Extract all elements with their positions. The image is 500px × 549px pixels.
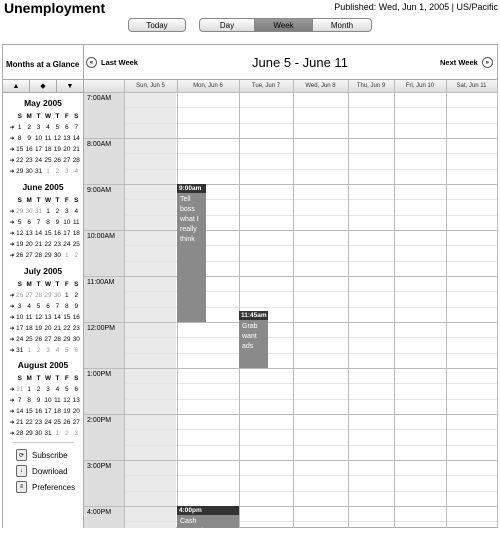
weekday-header: F	[64, 197, 69, 204]
mini-day[interactable]: 16	[72, 314, 80, 321]
mini-day[interactable]: 2	[65, 430, 69, 437]
weekday-header: W	[44, 281, 51, 288]
weekday-header: S	[74, 113, 79, 120]
day-column-line	[446, 80, 447, 528]
day-column-line	[348, 80, 349, 528]
mini-day[interactable]: 30	[25, 168, 33, 175]
mini-day[interactable]: 29	[44, 252, 52, 259]
mini-day[interactable]: 26	[63, 419, 71, 426]
hour-line	[84, 92, 497, 93]
week-arrow-icon[interactable]: ➜	[9, 348, 15, 354]
day-header[interactable]: Tue, Jun 7	[251, 83, 281, 89]
mini-day[interactable]: 29	[44, 292, 52, 299]
mini-day[interactable]: 16	[35, 408, 43, 415]
mini-day[interactable]: 31	[35, 168, 43, 175]
time-label: 2:00PM	[87, 417, 112, 424]
mini-day[interactable]: 19	[35, 325, 43, 332]
weekday-header: M	[26, 113, 32, 120]
mini-month-title: May 2005	[24, 98, 62, 108]
hour-line	[84, 506, 497, 507]
time-label: 11:00AM	[87, 279, 115, 286]
subscribe-label: Subscribe	[32, 450, 68, 460]
mini-day[interactable]: 11	[44, 135, 52, 142]
mini-day[interactable]: 31	[44, 430, 52, 437]
mini-day[interactable]: 25	[53, 419, 61, 426]
mini-day[interactable]: 3	[17, 303, 22, 310]
mini-day[interactable]: 30	[53, 252, 61, 259]
mini-day[interactable]: 15	[44, 230, 52, 237]
mini-day[interactable]: 12	[63, 397, 71, 404]
mini-day[interactable]: 27	[63, 157, 71, 164]
minor-line	[124, 169, 497, 170]
day-header[interactable]: Thu, Jun 9	[356, 83, 386, 89]
week-arrow-icon[interactable]: ➜	[9, 220, 15, 226]
time-label: 1:00PM	[87, 371, 112, 378]
subscribe-icon: ⟳	[16, 449, 27, 461]
weekday-header: T	[36, 375, 41, 382]
mini-day[interactable]: 28	[16, 430, 24, 437]
mini-day[interactable]: 2	[36, 347, 41, 354]
time-label: 8:00AM	[87, 141, 112, 148]
mini-day[interactable]: 2	[36, 386, 41, 393]
event-time: 9:00am	[177, 184, 206, 193]
mini-day[interactable]: 30	[72, 336, 80, 343]
mini-day[interactable]: 4	[46, 124, 50, 131]
mini-day[interactable]: 23	[72, 325, 80, 332]
weekday-header: S	[17, 113, 22, 120]
mini-day[interactable]: 30	[35, 430, 43, 437]
mini-day[interactable]: 22	[16, 157, 24, 164]
mini-day[interactable]: 10	[35, 135, 43, 142]
weekday-header: T	[36, 197, 41, 204]
week-arrow-icon[interactable]: ➜	[9, 147, 15, 153]
mini-day[interactable]: 31	[16, 386, 24, 393]
mini-day[interactable]: 9	[36, 397, 41, 404]
mini-day[interactable]: 12	[16, 230, 24, 237]
mini-day[interactable]: 1	[65, 252, 69, 259]
current-month-button[interactable]: ◆	[30, 80, 57, 92]
mini-day[interactable]: 29	[16, 208, 24, 215]
hour-line	[84, 276, 497, 277]
mini-day[interactable]: 7	[74, 124, 79, 131]
day-column-line	[394, 80, 395, 528]
mini-day[interactable]: 15	[16, 146, 24, 153]
mini-day[interactable]: 27	[44, 336, 52, 343]
mini-day[interactable]: 4	[74, 208, 79, 215]
mini-day[interactable]: 29	[63, 336, 71, 343]
weekday-header: M	[26, 281, 32, 288]
mini-day[interactable]: 5	[55, 124, 60, 131]
mini-day[interactable]: 6	[46, 303, 50, 310]
minor-line	[124, 491, 497, 492]
mini-day[interactable]: 8	[27, 397, 31, 404]
weekday-header: W	[44, 113, 51, 120]
mini-day[interactable]: 26	[16, 252, 24, 259]
minor-line	[124, 153, 497, 154]
week-arrow-icon[interactable]: ➜	[9, 420, 15, 426]
week-arrow-icon[interactable]: ➜	[9, 209, 15, 215]
mini-day[interactable]: 25	[44, 157, 52, 164]
weekday-header: S	[17, 197, 22, 204]
mini-day[interactable]: 26	[35, 336, 43, 343]
mini-day[interactable]: 22	[63, 325, 71, 332]
back-arrows-icon: «	[86, 57, 97, 68]
week-arrow-icon[interactable]: ➜	[9, 231, 15, 237]
mini-day[interactable]: 8	[65, 303, 69, 310]
mini-day[interactable]: 3	[65, 208, 69, 215]
day-header[interactable]: Sun, Jun 5	[136, 83, 165, 89]
mini-day[interactable]: 19	[16, 241, 24, 248]
mini-day[interactable]: 3	[46, 347, 50, 354]
calendar-event[interactable]	[239, 311, 268, 369]
mini-day[interactable]: 3	[65, 168, 69, 175]
mini-day[interactable]: 27	[25, 292, 33, 299]
mini-day[interactable]: 14	[72, 135, 80, 142]
mini-day[interactable]: 12	[35, 314, 43, 321]
weekday-header: F	[64, 375, 69, 382]
weekday-header: T	[36, 113, 41, 120]
mini-day[interactable]: 3	[46, 386, 50, 393]
time-label: 12:00PM	[87, 325, 116, 332]
minor-line	[124, 475, 497, 476]
mini-month-calendar	[9, 279, 81, 356]
weekday-header: S	[17, 375, 22, 382]
mini-day[interactable]: 1	[27, 386, 31, 393]
download-icon: ↓	[16, 465, 27, 477]
week-arrow-icon[interactable]: ➜	[9, 169, 15, 175]
next-week-link[interactable]	[440, 57, 493, 68]
minor-line	[124, 429, 497, 430]
mini-day[interactable]: 25	[72, 241, 80, 248]
mini-day[interactable]: 17	[35, 146, 43, 153]
mini-day[interactable]: 24	[16, 336, 24, 343]
mini-day[interactable]: 27	[72, 419, 80, 426]
week-arrow-icon[interactable]: ➜	[9, 387, 15, 393]
sunday-column	[124, 92, 176, 528]
hour-line	[84, 368, 497, 369]
mini-day[interactable]: 16	[25, 146, 33, 153]
mini-day[interactable]: 1	[65, 292, 69, 299]
mini-day[interactable]: 1	[17, 124, 22, 131]
week-arrow-icon[interactable]: ➜	[9, 409, 15, 415]
mini-day[interactable]: 5	[17, 219, 22, 226]
weekday-header: S	[74, 197, 79, 204]
mini-day[interactable]: 17	[63, 230, 71, 237]
mini-day[interactable]: 9	[74, 303, 79, 310]
mini-day[interactable]: 7	[17, 397, 22, 404]
mini-day[interactable]: 27	[25, 252, 33, 259]
mini-day[interactable]: 1	[27, 347, 31, 354]
mini-day[interactable]: 1	[46, 208, 50, 215]
mini-day[interactable]: 4	[55, 347, 60, 354]
mini-day[interactable]: 28	[53, 336, 61, 343]
mini-day[interactable]: 9	[55, 219, 60, 226]
mini-day[interactable]: 4	[55, 386, 60, 393]
mini-day[interactable]: 9	[27, 135, 31, 142]
mini-day[interactable]: 16	[53, 230, 61, 237]
weekday-header: T	[55, 375, 60, 382]
day-header[interactable]: Fri, Jun 10	[405, 83, 435, 89]
mini-day[interactable]: 1	[55, 430, 60, 437]
day-column-line	[124, 80, 125, 528]
mini-day[interactable]: 6	[74, 386, 79, 393]
mini-day[interactable]: 21	[16, 419, 24, 426]
minor-line	[124, 337, 497, 338]
app-title: Unemployment	[4, 0, 106, 16]
mini-day[interactable]: 20	[25, 241, 33, 248]
mini-day[interactable]: 26	[53, 157, 61, 164]
weekday-header: T	[55, 113, 60, 120]
mini-month-calendar	[9, 373, 81, 439]
mini-day[interactable]: 24	[44, 419, 52, 426]
week-arrow-icon[interactable]: ➜	[9, 136, 15, 142]
subscribe-link[interactable]	[16, 449, 68, 461]
previous-month-button[interactable]: ▲	[3, 80, 30, 92]
mini-day[interactable]: 23	[35, 419, 43, 426]
mini-day[interactable]: 7	[55, 303, 60, 310]
next-week-label: Next Week	[440, 58, 478, 67]
week-view-button[interactable]: Week	[255, 18, 312, 32]
week-arrow-icon[interactable]: ➜	[9, 125, 15, 131]
mini-day[interactable]: 6	[65, 124, 69, 131]
mini-month-title: July 2005	[23, 266, 63, 276]
minor-line	[124, 445, 497, 446]
mini-day[interactable]: 20	[63, 146, 71, 153]
weekday-header: F	[64, 281, 69, 288]
day-column-line	[239, 80, 240, 528]
hour-line	[84, 322, 497, 323]
mini-day[interactable]: 28	[35, 252, 43, 259]
week-arrow-icon[interactable]: ➜	[9, 242, 15, 248]
mini-day[interactable]: 31	[16, 347, 24, 354]
mini-day[interactable]: 6	[74, 347, 79, 354]
mini-day[interactable]: 10	[44, 397, 52, 404]
today-button[interactable]: Today	[128, 18, 186, 32]
weekday-header: F	[64, 113, 69, 120]
week-range-title: June 5 - June 11	[252, 55, 348, 70]
mini-month-calendar	[9, 111, 81, 177]
last-week-link[interactable]	[86, 57, 138, 68]
month-view-button[interactable]: Month	[312, 18, 372, 32]
mini-day[interactable]: 5	[65, 347, 69, 354]
mini-day[interactable]: 14	[16, 408, 24, 415]
mini-day[interactable]: 4	[27, 303, 31, 310]
mini-day[interactable]: 15	[25, 408, 33, 415]
minor-line	[124, 123, 497, 124]
week-arrow-icon[interactable]: ➜	[9, 158, 15, 164]
weekday-header: S	[74, 375, 79, 382]
weekday-header: M	[26, 375, 32, 382]
mini-day[interactable]: 2	[55, 168, 60, 175]
minor-line	[124, 353, 497, 354]
mini-day[interactable]: 8	[46, 219, 50, 226]
week-arrow-icon[interactable]: ➜	[9, 293, 15, 299]
day-header[interactable]: Mon, Jun 6	[193, 83, 223, 89]
mini-day[interactable]: 23	[25, 157, 33, 164]
mini-day[interactable]: 6	[27, 219, 31, 226]
time-label: 9:00AM	[87, 187, 112, 194]
week-arrow-icon[interactable]: ➜	[9, 315, 15, 321]
mini-day[interactable]: 13	[72, 397, 80, 404]
mini-day[interactable]: 5	[36, 303, 41, 310]
day-column-line	[497, 80, 498, 528]
mini-day[interactable]: 22	[25, 419, 33, 426]
mini-day[interactable]: 1	[46, 168, 50, 175]
mini-day[interactable]: 20	[72, 408, 80, 415]
preferences-icon: ≡	[16, 481, 27, 493]
week-arrow-icon[interactable]: ➜	[9, 337, 15, 343]
time-label: 4:00PM	[87, 509, 112, 516]
mini-day[interactable]: 19	[63, 408, 71, 415]
minor-line	[124, 399, 497, 400]
mini-day[interactable]: 12	[53, 135, 61, 142]
mini-day[interactable]: 11	[72, 219, 80, 226]
time-label: 7:00AM	[87, 95, 112, 102]
day-column-line	[293, 80, 294, 528]
mini-day[interactable]: 29	[16, 168, 24, 175]
weekday-header: T	[55, 197, 60, 204]
mini-day[interactable]: 3	[36, 124, 41, 131]
mini-day[interactable]: 3	[74, 430, 79, 437]
mini-day[interactable]: 18	[25, 325, 33, 332]
event-title: Grab want ads	[242, 322, 258, 350]
preferences-link[interactable]	[16, 481, 75, 493]
mini-month-title: June 2005	[22, 182, 64, 192]
mini-day[interactable]: 21	[72, 146, 80, 153]
mini-day[interactable]: 14	[53, 314, 61, 321]
mini-day[interactable]: 26	[16, 292, 24, 299]
mini-day[interactable]: 14	[35, 230, 43, 237]
event-time: 11:45am	[241, 311, 267, 319]
mini-month-title: August 2005	[17, 360, 69, 370]
mini-day[interactable]: 25	[25, 336, 33, 343]
mini-day[interactable]: 8	[17, 135, 22, 142]
mini-day[interactable]: 18	[44, 146, 52, 153]
mini-day[interactable]: 10	[63, 219, 71, 226]
mini-month-calendar	[9, 195, 81, 261]
week-arrow-icon[interactable]: ➜	[9, 398, 15, 404]
mini-day[interactable]: 17	[44, 408, 52, 415]
mini-day[interactable]: 7	[36, 219, 41, 226]
weekday-header: S	[74, 281, 79, 288]
mini-day[interactable]: 30	[53, 292, 61, 299]
mini-day[interactable]: 23	[53, 241, 61, 248]
download-label: Download	[32, 466, 68, 476]
weekday-header: T	[55, 281, 60, 288]
week-arrow-icon[interactable]: ➜	[9, 304, 15, 310]
weekday-header: S	[17, 281, 22, 288]
mini-day[interactable]: 21	[53, 325, 61, 332]
forward-arrows-icon: »	[482, 57, 493, 68]
hour-line	[84, 230, 497, 231]
weekday-header: W	[44, 375, 51, 382]
mini-month-nav	[3, 79, 83, 93]
calendar-event[interactable]	[177, 184, 206, 322]
mini-day[interactable]: 19	[53, 146, 61, 153]
mini-day[interactable]: 11	[54, 397, 61, 404]
day-view-button[interactable]: Day	[199, 18, 255, 32]
mini-day[interactable]: 18	[53, 408, 61, 415]
mini-day[interactable]: 28	[72, 157, 80, 164]
day-header[interactable]: Wed, Jun 8	[305, 83, 336, 89]
weekday-header: W	[44, 197, 51, 204]
weekday-header: T	[36, 281, 41, 288]
mini-day[interactable]: 4	[74, 168, 79, 175]
hour-line	[84, 414, 497, 415]
week-arrow-icon[interactable]: ➜	[9, 326, 15, 332]
months-at-a-glance-title: Months at a Glance	[6, 60, 80, 69]
mini-day[interactable]: 21	[35, 241, 43, 248]
download-link[interactable]	[16, 465, 68, 477]
calendar-event[interactable]	[177, 506, 239, 545]
last-week-label: Last Week	[101, 58, 138, 67]
mini-day[interactable]: 2	[55, 208, 60, 215]
mini-day[interactable]: 10	[16, 314, 24, 321]
event-title: Cash unemployment check	[180, 518, 226, 545]
week-arrow-icon[interactable]: ➜	[9, 253, 15, 259]
mini-day[interactable]: 13	[63, 135, 71, 142]
mini-day[interactable]: 13	[44, 314, 52, 321]
mini-day[interactable]: 15	[63, 314, 71, 321]
mini-day[interactable]: 20	[44, 325, 52, 332]
weekday-header: M	[26, 197, 32, 204]
hour-line	[84, 184, 497, 185]
mini-day[interactable]: 2	[74, 252, 79, 259]
week-arrow-icon[interactable]: ➜	[9, 431, 15, 437]
time-label: 3:00PM	[87, 463, 112, 470]
mini-day[interactable]: 5	[65, 386, 69, 393]
mini-day[interactable]: 18	[72, 230, 80, 237]
sidebar-divider	[12, 442, 74, 443]
mini-day[interactable]: 29	[25, 430, 33, 437]
mini-day[interactable]: 28	[35, 292, 43, 299]
mini-day[interactable]: 24	[63, 241, 71, 248]
mini-day[interactable]: 17	[16, 325, 24, 332]
mini-day[interactable]: 31	[35, 208, 43, 215]
mini-day[interactable]: 11	[25, 314, 33, 321]
published-info: Published: Wed, Jun 1, 2005 | US/Pacific	[334, 2, 498, 12]
mini-day[interactable]: 13	[25, 230, 33, 237]
mini-day[interactable]: 22	[44, 241, 52, 248]
mini-day[interactable]: 24	[35, 157, 43, 164]
event-title: Tell boss what I really think	[180, 196, 199, 243]
preferences-label: Preferences	[32, 482, 76, 492]
minor-line	[124, 107, 497, 108]
event-time: 4:00pm	[177, 506, 239, 515]
mini-day[interactable]: 2	[27, 124, 31, 131]
next-month-button[interactable]: ▼	[66, 82, 74, 90]
minor-line	[124, 383, 497, 384]
day-header[interactable]: Sat, Jun 11	[456, 83, 487, 89]
mini-day[interactable]: 2	[74, 292, 79, 299]
hour-line	[84, 460, 497, 461]
time-label: 10:00AM	[87, 233, 116, 240]
mini-day[interactable]: 30	[25, 208, 33, 215]
hour-line	[84, 138, 497, 139]
